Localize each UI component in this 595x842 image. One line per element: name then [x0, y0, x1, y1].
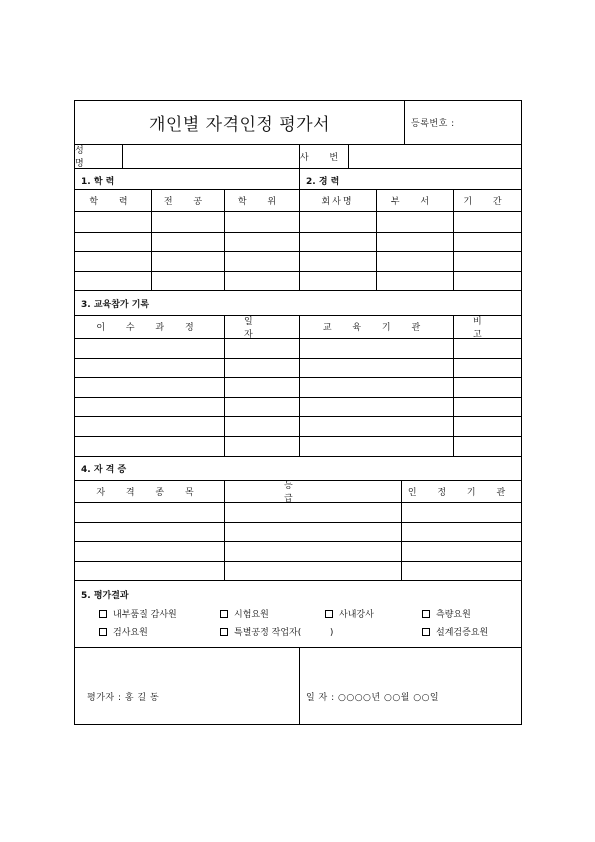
- checkbox-icon[interactable]: [99, 628, 107, 636]
- evaluation-date: 일 자 : ○○○○년 ○○월 ○○일: [306, 693, 440, 703]
- checkbox-icon[interactable]: [220, 610, 228, 618]
- certificate-header-grade: 등 급: [284, 481, 353, 504]
- divider: [75, 397, 521, 398]
- divider: [75, 502, 521, 503]
- divider: [75, 290, 521, 291]
- divider: [75, 647, 521, 648]
- form-title: 개인별 자격인정 평가서: [148, 115, 331, 135]
- option-label: 측량요원: [436, 610, 471, 620]
- certificate-header-type: 자 격 종 목: [96, 487, 203, 498]
- evaluation-form: [74, 100, 522, 725]
- evaluator: 평가자 : 홍 길 동: [87, 693, 160, 703]
- checkbox-icon[interactable]: [325, 610, 333, 618]
- divider: [453, 315, 454, 456]
- divider: [224, 189, 225, 290]
- option-internal-auditor[interactable]: [99, 607, 177, 620]
- divider: [75, 416, 521, 417]
- divider: [75, 211, 521, 212]
- divider: [75, 251, 521, 252]
- divider: [75, 358, 521, 359]
- training-header-course: 이 수 과 정: [96, 323, 203, 333]
- employee-number-field[interactable]: [349, 145, 521, 167]
- option-label: 내부품질 감사원: [113, 610, 177, 620]
- option-label: 사내강사: [339, 610, 374, 620]
- option-tester[interactable]: [220, 607, 269, 620]
- career-header-company: 회사명: [321, 196, 354, 207]
- divider: [224, 480, 225, 580]
- option-label: 검사요원: [113, 628, 148, 638]
- divider: [75, 271, 521, 272]
- certificate-header-issuer: 인 정 기 관: [407, 487, 515, 498]
- training-header-institution: 교 육 기 관: [322, 323, 430, 333]
- name-label: 성 명: [75, 146, 93, 169]
- divider: [75, 541, 521, 542]
- training-header-remarks: 비 고: [473, 316, 502, 340]
- education-header-level: 학 력: [89, 196, 137, 207]
- divider: [151, 189, 152, 290]
- education-header-degree: 학 위: [237, 196, 286, 207]
- result-section-title: 5. 평가결과: [81, 591, 129, 601]
- education-header-major: 전 공: [163, 196, 212, 207]
- option-label: 설계검증요원: [436, 628, 489, 638]
- divider: [75, 338, 521, 339]
- divider: [75, 561, 521, 562]
- registration-number-label: 등록번호 :: [411, 119, 455, 129]
- career-section-title: 2. 경 력: [306, 177, 340, 187]
- career-header-department: 부 서: [390, 196, 439, 207]
- name-field[interactable]: [123, 145, 299, 167]
- divider: [224, 315, 225, 456]
- divider: [75, 436, 521, 437]
- divider: [75, 580, 521, 581]
- education-section-title: 1. 학 력: [81, 177, 115, 187]
- divider: [75, 456, 521, 457]
- option-inspector[interactable]: [99, 625, 148, 638]
- divider: [453, 189, 454, 290]
- option-instructor[interactable]: [325, 607, 374, 620]
- training-header-date: 일 자: [244, 316, 273, 340]
- checkbox-icon[interactable]: [422, 610, 430, 618]
- checkbox-icon[interactable]: [422, 628, 430, 636]
- employee-number-label: 사 번: [299, 152, 348, 163]
- divider: [401, 480, 402, 580]
- divider: [376, 189, 377, 290]
- option-surveyor[interactable]: [422, 607, 471, 620]
- divider: [75, 377, 521, 378]
- training-section-title: 3. 교육참가 기록: [81, 300, 150, 310]
- divider: [75, 232, 521, 233]
- divider: [404, 101, 405, 144]
- option-label: 특별공정 작업자( ): [234, 628, 334, 638]
- option-design-verifier[interactable]: [422, 625, 488, 638]
- option-special-process-worker[interactable]: [220, 625, 333, 638]
- divider: [299, 315, 300, 456]
- certificate-section-title: 4. 자 격 증: [81, 465, 127, 475]
- divider: [299, 647, 300, 724]
- checkbox-icon[interactable]: [99, 610, 107, 618]
- career-header-period: 기 간: [463, 196, 511, 207]
- checkbox-icon[interactable]: [220, 628, 228, 636]
- divider: [75, 522, 521, 523]
- divider: [75, 168, 521, 169]
- option-label: 시험요원: [234, 610, 269, 620]
